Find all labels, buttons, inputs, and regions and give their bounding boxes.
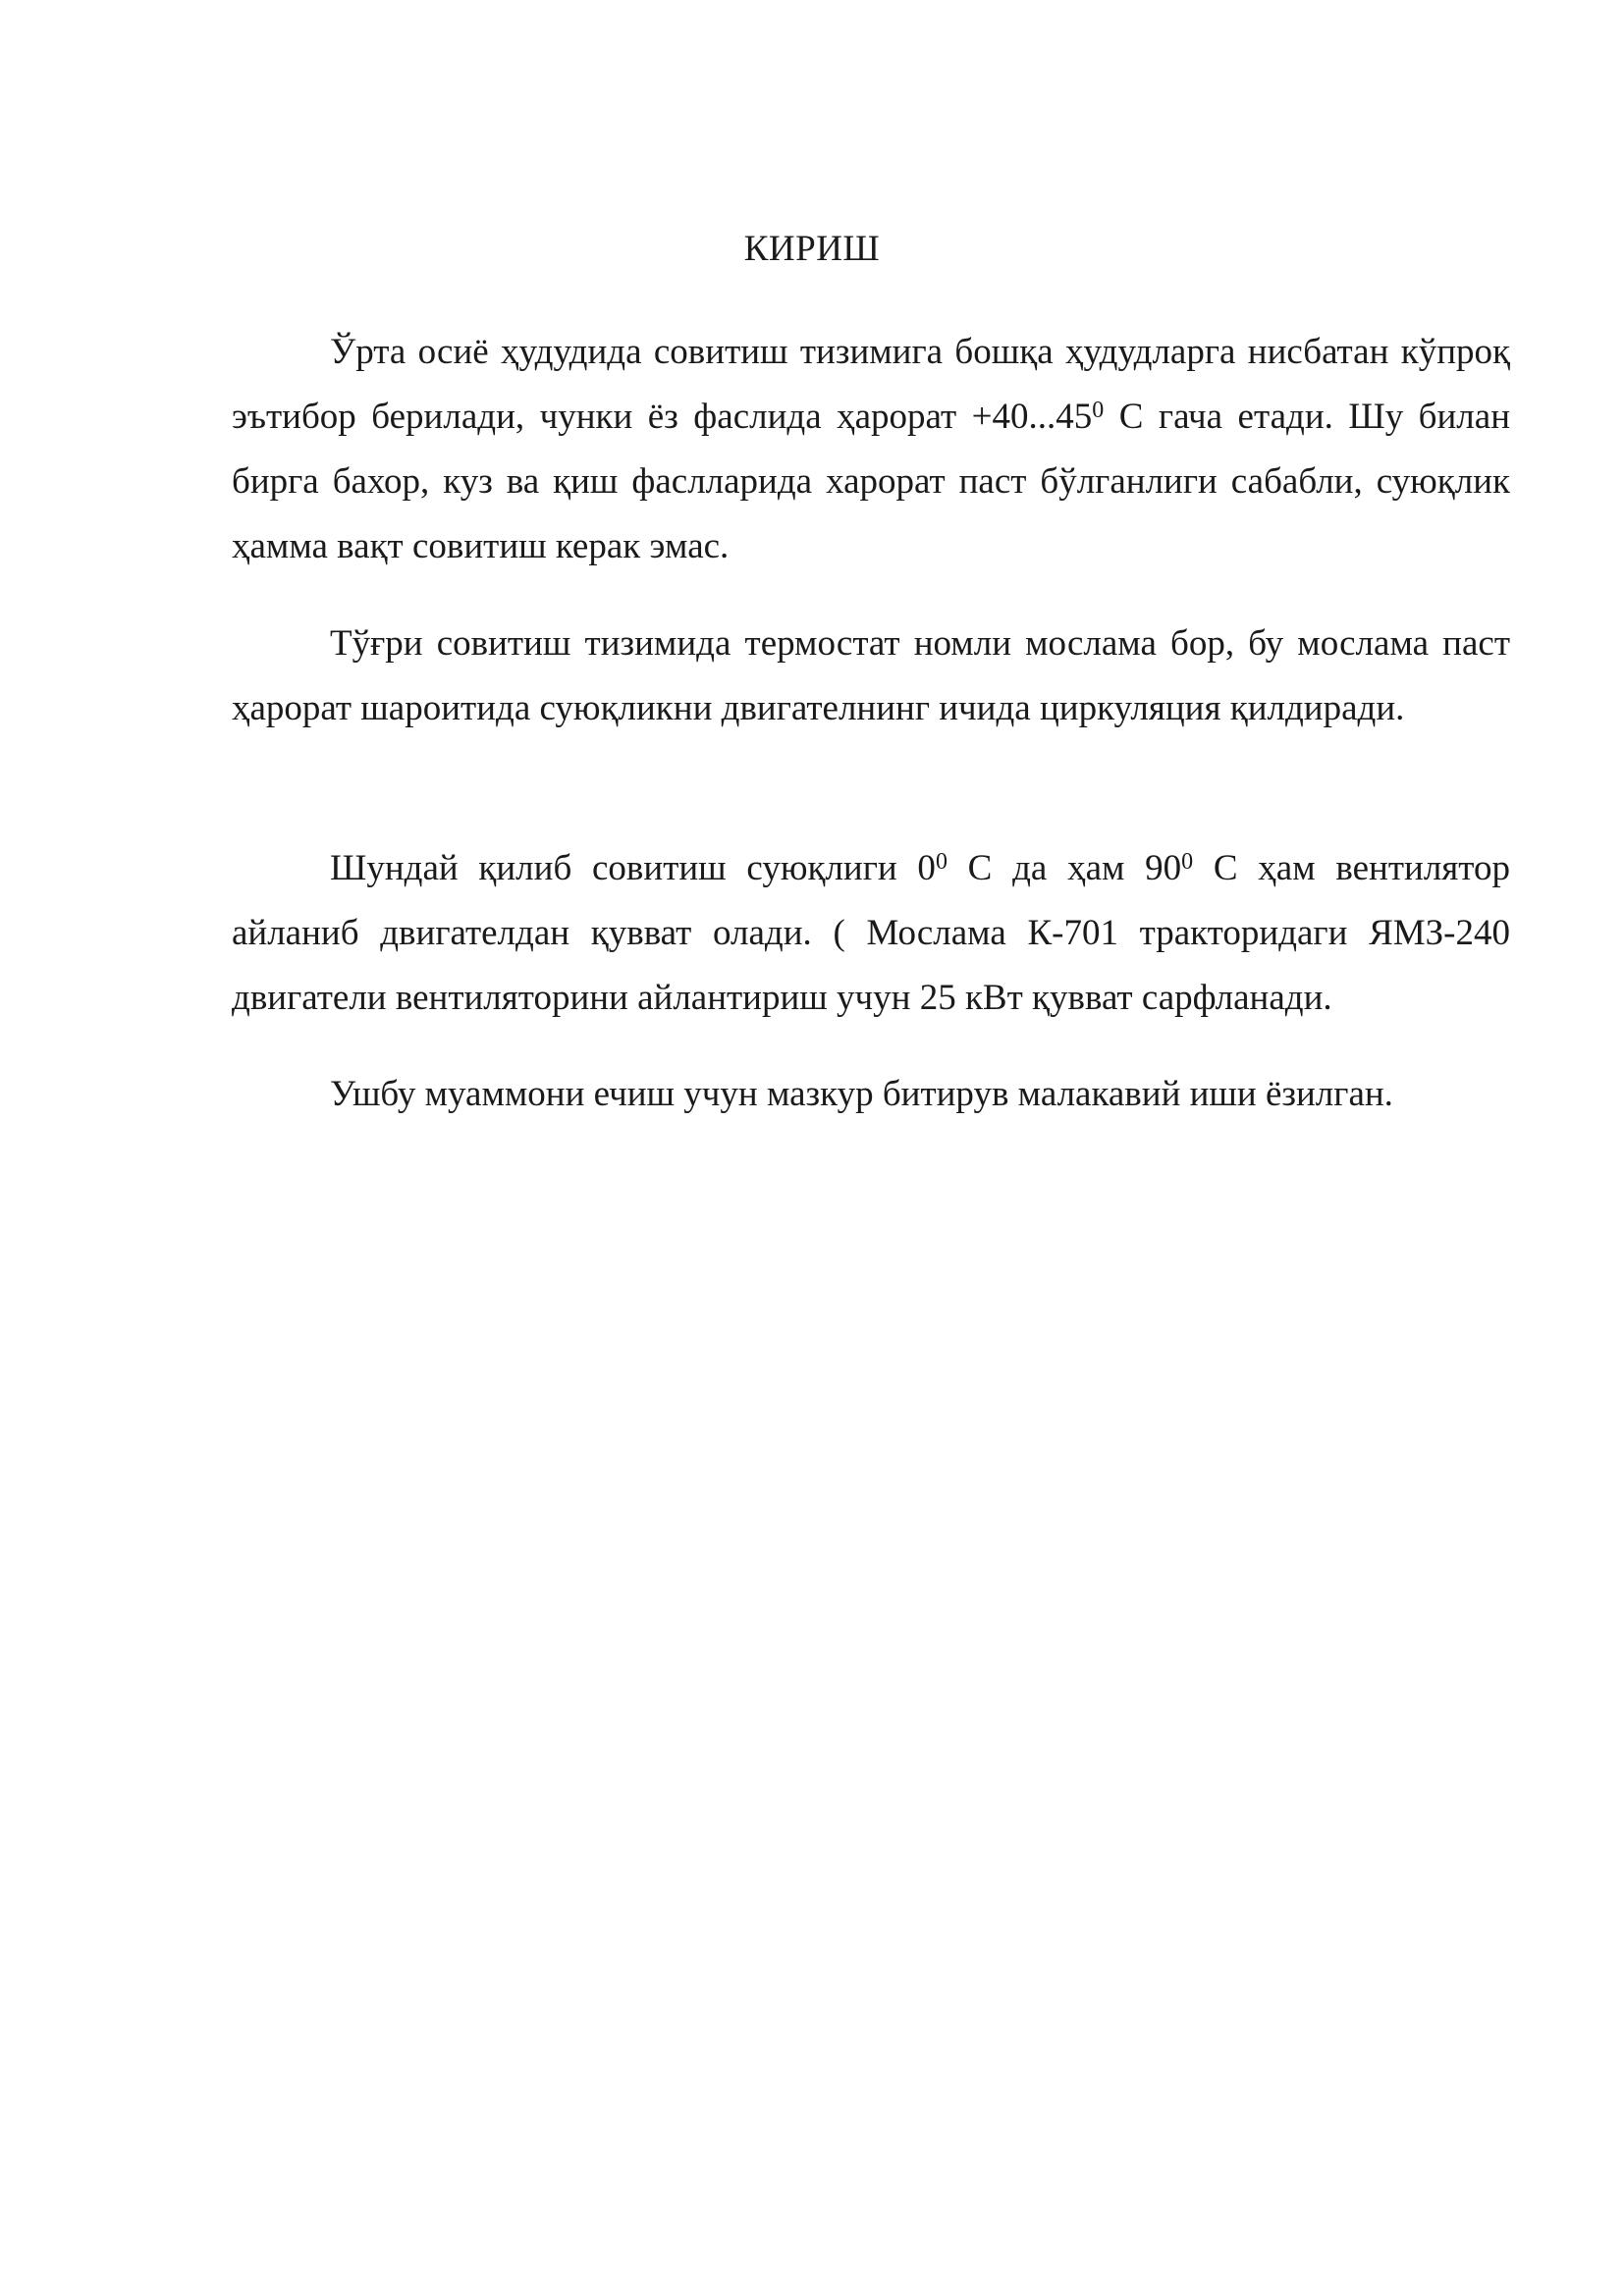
- paragraph-1-text-b: С гача етади. Шу билан бирга бахор, куз ва қиш фаслларида харорат паст бўлганлиги сабабли, суюқлик ҳамма вақт совитиш керак эмас.: [232, 397, 1510, 566]
- paragraph-3-text-a: Шундай қилиб совитиш суюқлиги 0: [330, 848, 936, 888]
- superscript-degree: 0: [935, 848, 947, 875]
- paragraph-3-text-b: С да ҳам 90: [947, 848, 1182, 888]
- paragraph-4: [232, 1062, 1510, 1127]
- paragraph-2-text: Тўғри совитиш тизимида термостат номли мослама бор, бу мослама паст ҳарорат шароитида суюқликни двигателнинг ичида циркуляция қилдиради.: [232, 623, 1510, 728]
- paragraph-3-text-c: С ҳам вентилятор айланиб двигателдан қувват олади. ( Мослама К-701 тракторидаги ЯМЗ-240 двигатели вентиляторини айлантириш учун 25 кВт қувват сарфланади.: [232, 848, 1510, 1018]
- paragraph-3: [232, 836, 1510, 1031]
- superscript-degree: 0: [1181, 848, 1194, 875]
- section-title: КИРИШ: [743, 229, 881, 269]
- superscript-degree: 0: [1092, 397, 1105, 423]
- paragraph-1: [232, 320, 1510, 579]
- paragraph-1-text-a: Ўрта осиё ҳудудида совитиш тизимига бошқа ҳудудларга нисбатан кўпроқ эътибор берилади, чунки ёз фаслида ҳарорат +40...45: [232, 332, 1510, 437]
- paragraph-4-text: Ушбу муаммони ечиш учун мазкур битирув малакавий иши ёзилган.: [330, 1074, 1393, 1114]
- paragraph-2: [232, 612, 1510, 741]
